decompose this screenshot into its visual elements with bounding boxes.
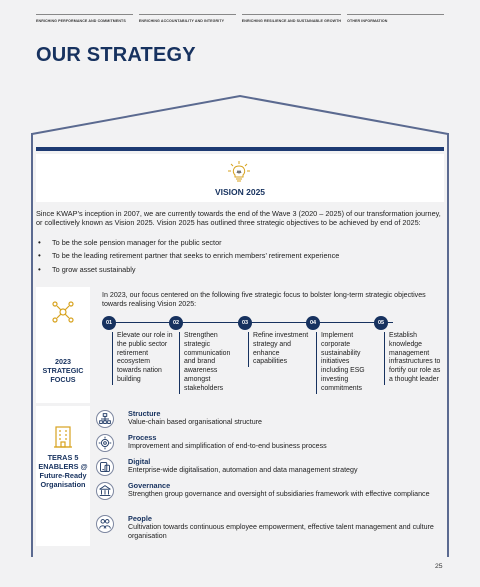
focus-number-badge: 05 <box>374 316 388 330</box>
enabler-title: Structure <box>128 409 161 418</box>
objective-item: • To grow asset sustainably <box>36 265 446 274</box>
focus-number-badge: 01 <box>102 316 116 330</box>
focus-item-04 <box>306 316 376 392</box>
page-title: OUR STRATEGY <box>36 44 196 66</box>
focus-item-text: Elevate our role in the public sector retirement ecosystem towards nation building <box>112 332 174 385</box>
focus-number-badge: 02 <box>169 316 183 330</box>
enabler-description: Improvement and simplification of end-to-end business process <box>128 442 327 450</box>
org-structure-icon <box>96 410 114 428</box>
strategic-objectives-list <box>36 238 446 278</box>
focus-item-02 <box>169 316 239 392</box>
focus-item-03 <box>238 316 309 366</box>
top-navigation <box>36 14 444 23</box>
process-gear-icon <box>96 434 114 452</box>
objective-item: • To be the leading retirement partner that seeks to enrich members’ retirement experience <box>36 251 446 260</box>
focus-number-badge: 04 <box>306 316 320 330</box>
nav-item-resilience[interactable]: ENRICHING RESILIENCE AND SUSTAINABLE GROWTH <box>242 14 341 23</box>
focus-item-text: Refine investment strategy and enhance capabilities <box>248 332 310 367</box>
focus-item-05 <box>374 316 444 383</box>
enabler-description: Enterprise-wide digitalisation, automation and data management strategy <box>128 466 358 474</box>
network-nodes-icon <box>52 301 74 323</box>
enablers-label: TERAS 5 ENABLERS @ Future-Ready Organisation <box>38 453 88 489</box>
enabler-title: Governance <box>128 481 171 490</box>
strategic-focus-intro: In 2023, our focus centered on the following five strategic focus to bolster long-term strategic objectives towards realising Vision 2025: <box>102 291 426 308</box>
digital-device-icon <box>96 458 114 476</box>
strategic-focus-panel <box>36 287 90 403</box>
strategic-focus-label: 2023 STRATEGIC FOCUS <box>42 357 84 384</box>
vision-intro-text: Since KWAP’s inception in 2007, we are currently towards the end of the Wave 3 (2020 – 2025) of our transformation journey, or collectively known as Vision 2025. Vision 2025 has outlined three strategic objectives to be achieved by end of 2025: <box>36 209 441 228</box>
enabler-description: Cultivation towards continuous employee empowerment, effective talent management and culture organisation <box>128 523 434 540</box>
nav-item-other-information[interactable]: OTHER INFORMATION <box>347 14 444 23</box>
vision-banner <box>36 154 444 202</box>
enabler-title: People <box>128 514 152 523</box>
enabler-description: Strengthen group governance and oversight of subsidiaries framework with effective compliance <box>128 490 430 498</box>
enablers-panel <box>36 406 90 546</box>
header-divider-bar <box>36 147 444 151</box>
vision-title: VISION 2025 <box>214 187 266 197</box>
focus-item-text: Strengthen strategic communication and brand awareness amongst stakeholders <box>179 332 241 394</box>
focus-number-badge: 03 <box>238 316 252 330</box>
nav-item-performance[interactable]: ENRICHING PERFORMANCE AND COMMITMENTS <box>36 14 133 23</box>
page-number: 25 <box>435 563 443 570</box>
objective-item: • To be the sole pension manager for the public sector <box>36 238 446 247</box>
enabler-title: Digital <box>128 457 151 466</box>
nav-item-accountability[interactable]: ENRICHING ACCOUNTABILITY AND INTEGRITY <box>139 14 236 23</box>
focus-item-01 <box>102 316 173 383</box>
focus-item-text: Implement corporate sustainability initiatives including ESG investing commitments <box>316 332 378 394</box>
office-building-icon <box>53 424 73 448</box>
governance-building-icon <box>96 482 114 500</box>
lightbulb-icon <box>227 161 251 183</box>
focus-item-text: Establish knowledge management infrastructures to fortify our role as a thought leader <box>384 332 446 385</box>
people-icon <box>96 515 114 533</box>
enabler-description: Value-chain based organisational structure <box>128 418 262 426</box>
enabler-title: Process <box>128 433 157 442</box>
